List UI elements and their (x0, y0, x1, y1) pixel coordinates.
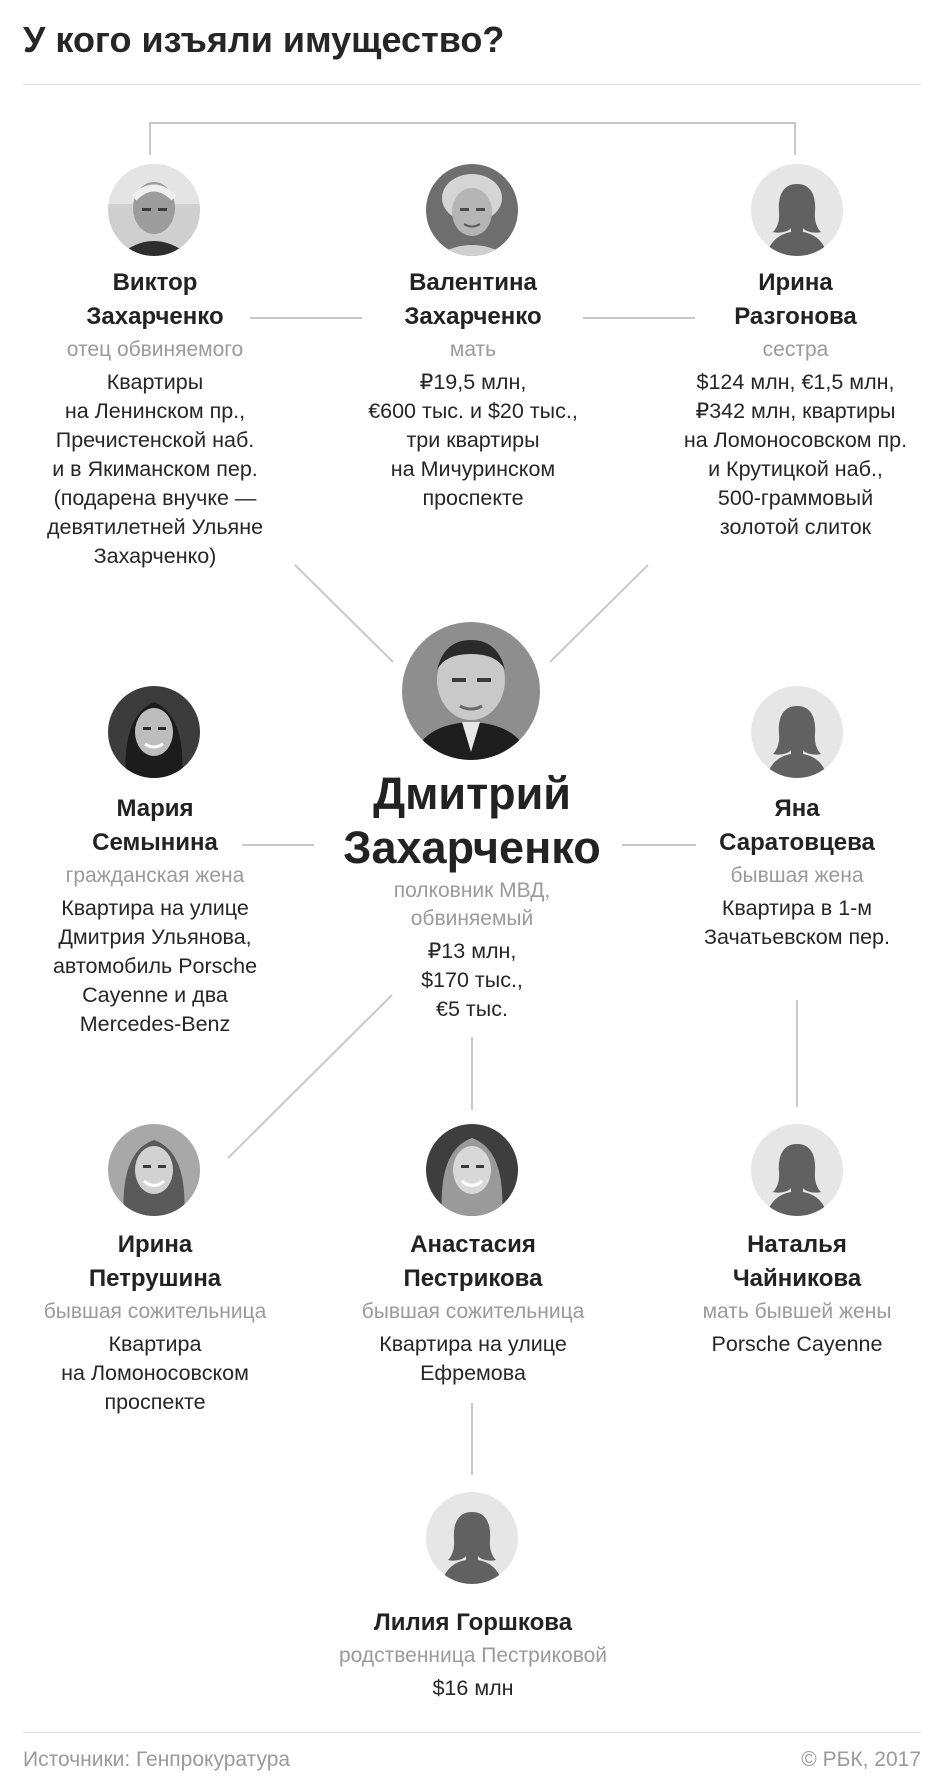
footer-sources: Источники: Генпрокуратура (23, 1748, 291, 1771)
person-dmitry (317, 767, 627, 1024)
person-name: Наталья Чайникова (732, 1231, 862, 1292)
person-irina-petrushina (20, 1228, 290, 1417)
avatar-anastasia-photo (426, 1124, 518, 1216)
female-silhouette-icon (426, 1492, 518, 1584)
person-name: Яна Саратовцева (719, 795, 875, 856)
female-silhouette-icon (751, 1124, 843, 1216)
avatar-dmitry-photo (402, 622, 540, 760)
person-role: мать бывшей жены (702, 1300, 892, 1323)
person-assets: Porsche Cayenne (711, 1332, 883, 1356)
person-name: Дмитрий Захарченко (343, 768, 601, 873)
avatar-viktor-photo (108, 164, 200, 256)
footer-copyright: © РБК, 2017 (801, 1748, 921, 1771)
person-natalya (662, 1228, 932, 1359)
person-name: Анастасия Пестрикова (403, 1231, 543, 1292)
person-role: родственница Пестриковой (338, 1644, 608, 1667)
bottom-divider (23, 1732, 921, 1733)
person-name: Виктор Захарченко (86, 269, 224, 330)
person-role: полковник МВД, обвиняемый (393, 879, 551, 930)
person-irina-razgonova (658, 266, 933, 542)
person-viktor (20, 266, 290, 571)
person-assets: ₽19,5 млн, €600 тыс. и $20 тыс., три квартиры на Мичуринском проспекте (368, 370, 578, 510)
person-maria (20, 792, 290, 1039)
avatar-valentina-photo (426, 164, 518, 256)
person-role: отец обвиняемого (66, 338, 244, 361)
female-silhouette-icon (751, 164, 843, 256)
person-name: Ирина Разгонова (734, 269, 857, 330)
page-title: У кого изъяли имущество? (23, 19, 505, 60)
line-parents-sister-bracket (150, 123, 795, 155)
person-name: Мария Семынина (92, 795, 218, 856)
avatar-maria-photo (108, 686, 200, 778)
female-silhouette-icon (751, 686, 843, 778)
person-role: мать (449, 338, 497, 361)
person-role: бывшая сожительница (361, 1300, 585, 1323)
line-viktor-dmitry (295, 565, 393, 662)
person-assets: Квартиры на Ленинском пр., Пречистенской наб. и в Якиманском пер. (подарена внучке — девятилетней Ульяне Захарченко) (46, 370, 264, 568)
person-role: гражданская жена (65, 864, 245, 887)
person-assets: Квартира на улице Ефремова (379, 1332, 567, 1385)
person-name: Ирина Петрушина (88, 1231, 222, 1292)
person-assets: $124 млн, €1,5 млн, ₽342 млн, квартиры на Ломоносовском пр. и Крутицкой наб., 500-граммовый золотой слиток (683, 370, 908, 539)
person-name: Лилия Горшкова (373, 1609, 573, 1636)
person-assets: Квартира на Ломоносовском проспекте (61, 1332, 249, 1414)
line-irina-dmitry (550, 565, 648, 662)
person-assets: Квартира на улице Дмитрия Ульянова, автомобиль Porsche Cayenne и два Mercedes-Benz (52, 896, 258, 1036)
person-name: Валентина Захарченко (404, 269, 542, 330)
person-assets: ₽13 млн, $170 тыс., €5 тыс. (421, 939, 523, 1021)
person-liliya (292, 1606, 654, 1703)
avatar-irina-petrushina-photo (108, 1124, 200, 1216)
person-assets: $16 млн (432, 1676, 514, 1700)
person-role: бывшая сожительница (43, 1300, 267, 1323)
person-yana (662, 792, 932, 952)
person-valentina (338, 266, 608, 513)
person-role: сестра (762, 338, 829, 361)
person-assets: Квартира в 1-м Зачатьевском пер. (704, 896, 890, 949)
person-anastasia (338, 1228, 608, 1388)
person-role: бывшая жена (730, 864, 864, 887)
